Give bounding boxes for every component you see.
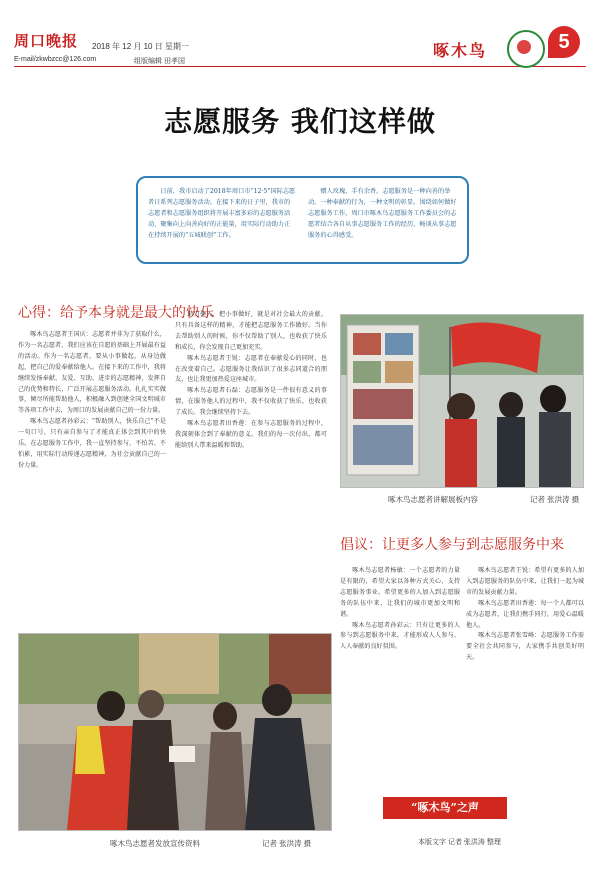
photo1-caption: 啄木鸟志愿者讲解展板内容: [388, 495, 478, 504]
page-headline: 志愿服务 我们这样做: [164, 105, 436, 138]
section1-column-1: [18, 330, 166, 627]
text-credit: 本版文字 记者 张洪涛 整理: [418, 839, 501, 846]
photo-volunteers-outreach: [18, 633, 332, 831]
column-name: 啄木鸟: [433, 41, 488, 60]
issue-date: 2018 年 12 月 10 日 星期一: [92, 42, 189, 51]
paragraph: 啄木鸟志愿者王锐：希望有更多的人加入到志愿服务的队伍中来，让我们一起为城市的发展贡献力量。: [466, 567, 584, 596]
paragraph: 啄木鸟志愿者石磊：志愿服务是一件很有意义的事情，在服务他人的过程中，我不仅收获了快乐，也收获了成长。我会继续坚持下去。: [175, 387, 327, 417]
paragraph: 啄木鸟志愿者孙彩云：“帮助别人，快乐自己”不是一句口号，只有亲自参与了才能真正体会到其中的快乐。在志愿服务工作中，我一直坚持参与，不怕苦、不怕累，用实际行动传递志愿精神，为社会贡献自己的一份力量。: [18, 418, 166, 469]
newspaper-logo: 周口晚报: [14, 32, 79, 50]
paragraph: 助力他人，把小事做好，就是对社会最大的贡献。只有具备这样的精神，才能把志愿服务工作做好。当你去帮助别人的时候，你不仅帮助了别人，也收获了快乐和成长，你会发现自己更加充实。: [175, 311, 327, 351]
intro-left-text: 日前，我市启动了2018年周口市“12·5”国际志愿者日系列志愿服务活动。在接下来的日子里，我市的志愿者和志愿服务组织将开展丰富多彩的志愿服务活动，聚集向上向善向好的正能量，用实际行动助力正在持续开展的“五城联创”工作。: [148, 188, 296, 239]
column-banner: “啄木鸟”之声: [383, 797, 507, 819]
photo-outreach-image: [19, 634, 331, 830]
photo-exhibition-image: [341, 315, 583, 487]
contact-email: E-mail/zkwbzcc@126.com: [14, 56, 97, 63]
section-heading-experience: 心得：给予本身就是最大的快乐: [18, 305, 214, 321]
intro-box: [136, 176, 469, 264]
page-number-badge: 5: [548, 26, 580, 58]
intro-right-text: 赠人玫瑰，手有余香。志愿服务是一种向善的举动，一种奉献的行为，一种文明的彰显。围绕如何做好志愿服务工作，周口市啄木鸟志愿服务工作委员会的志愿者结合各自从事志愿服务工作的经历，畅谈从事志愿服务的心得感受。: [308, 188, 457, 239]
section2-column-1: [340, 566, 460, 781]
paragraph: 啄木鸟志愿者田香莲：在参与志愿服务的过程中，我深刻体会到了奉献的意义。我们的每一次付出，都可能给别人带来温暖和帮助。: [175, 420, 327, 449]
woodpecker-emblem-icon: [507, 30, 545, 68]
layout-editor: 组版编辑 田孝国: [134, 58, 185, 65]
paragraph: 啄木鸟志愿者王国庆：志愿者并非为了获取什么，作为一名志愿者，我们应该在自愿的基础上开展最有益的活动。作为一名志愿者，要从小事做起，从身边做起，把自己的爱奉献给他人。在接下来的工作中，我将继续发扬奉献、友爱、互助、进步的志愿精神，发挥自己的优势和特长，广泛开展志愿服务活动。扎扎实实做事，倾尽所能帮助他人，积极融入到创建全国文明城市等各项工作中去，为周口的发展贡献自己的一份力量。: [18, 331, 166, 415]
photo2-caption: 啄木鸟志愿者发放宣传资料: [110, 839, 200, 848]
photo2-credit: 记者 张洪涛 摄: [262, 839, 312, 848]
photo1-credit: 记者 张洪涛 摄: [530, 495, 580, 504]
paragraph: 啄木鸟志愿者孙彩云：只有让更多的人参与到志愿服务中来，才能形成人人参与、人人奉献的良好氛围。: [340, 621, 460, 651]
section2-column-2: [466, 566, 584, 781]
paragraph: 啄木鸟志愿者杨敏：一个志愿者的力量是有限的，希望大家以各种方式关心、支持志愿服务事业。希望更多的人加入到志愿服务的队伍中来，让我们的城市更加文明和谐。: [340, 567, 460, 618]
section1-column-2: [175, 310, 327, 627]
paragraph: 啄木鸟志愿者张雪峰：志愿服务工作需要全社会共同参与，大家携手共创美好明天。: [466, 632, 584, 662]
section-heading-appeal: 倡议：让更多人参与到志愿服务中来: [340, 537, 564, 553]
paragraph: 啄木鸟志愿者田香莲：每一个人都可以成为志愿者，让我们携手同行，用爱心温暖他人。: [466, 599, 584, 629]
paragraph: 啄木鸟志愿者王锐：志愿者在奉献爱心的同时，也在改变着自己。志愿服务让我结识了很多志同道合的朋友，也让我更加热爱这座城市。: [175, 354, 327, 384]
photo-exhibition-boards: [340, 314, 584, 488]
masthead-divider: [14, 66, 586, 67]
